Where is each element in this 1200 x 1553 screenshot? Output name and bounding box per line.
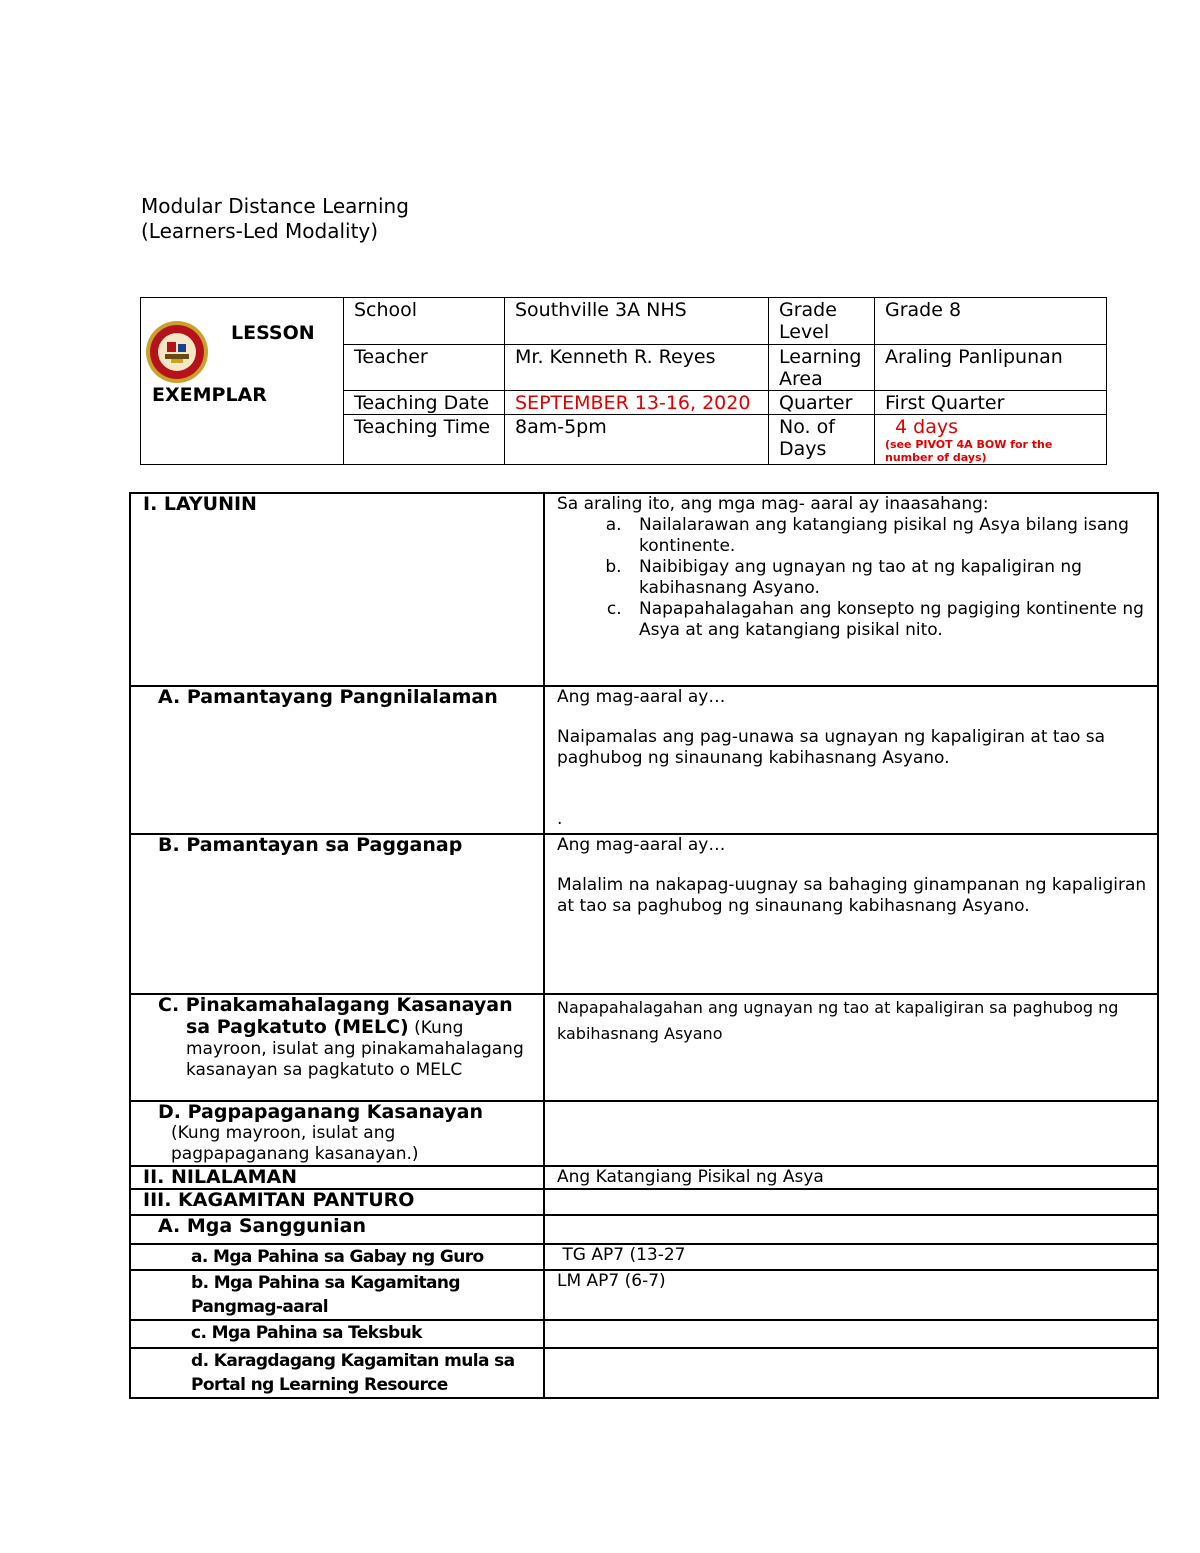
- nilalaman-heading: II. NILALAMAN: [143, 1166, 298, 1188]
- pagganap-content-cell: [544, 834, 1158, 994]
- ref-value-cell: [544, 1320, 1158, 1348]
- table-row: [130, 1270, 1158, 1320]
- pagganap-lead: Ang mag-aaral ay…: [557, 835, 726, 855]
- days-value: 4 days: [895, 416, 958, 438]
- table-row: [130, 1101, 1158, 1166]
- pagpapaganang-note: (Kung mayroon, isulat ang pagpapaganang kasanayan.): [171, 1123, 419, 1164]
- days-cell: [875, 415, 1107, 465]
- school-value: Southville 3A NHS: [505, 298, 769, 345]
- table-row: [130, 834, 1158, 994]
- pamantayang-content-cell: [544, 686, 1158, 834]
- ref-value: LM AP7 (6-7): [557, 1271, 666, 1291]
- list-item: c. Napapahalagahan ang konsepto ng pagiging kontinente ng Asya at ang katangiang pisikal nito.: [627, 599, 1147, 641]
- ref-value-cell: [544, 1244, 1158, 1270]
- area-value: Araling Panlipunan: [875, 345, 1107, 391]
- kagamitan-heading-cell: [130, 1189, 544, 1215]
- ref-label: c. Mga Pahina sa Teksbuk: [191, 1323, 422, 1343]
- melc-note: (Kung mayroon, isulat ang pinakamahalagang kasanayan sa pagkatuto o MELC: [186, 1018, 524, 1080]
- pamantayang-lead: Ang mag-aaral ay…: [557, 687, 726, 707]
- exemplar-label: EXEMPLAR: [152, 384, 267, 406]
- ref-label-cell: [130, 1244, 544, 1270]
- pamantayang-dot: .: [557, 809, 563, 829]
- quarter-label: Quarter: [769, 391, 875, 415]
- quarter-value: First Quarter: [875, 391, 1107, 415]
- table-row: [130, 1244, 1158, 1270]
- sanggunian-content-cell: [544, 1215, 1158, 1244]
- pagganap-text: Malalim na nakapag-uugnay sa bahaging ginampanan ng kapaligiran at tao sa paghubog ng sinaunang kabihasnang Asyano.: [557, 875, 1147, 916]
- layunin-content-cell: [544, 493, 1158, 686]
- melc-text: Napapahalagahan ang ugnayan ng tao at kapaligiran sa paghubog ng kabihasnang Asyano: [557, 998, 1119, 1043]
- pagpapaganang-content-cell: [544, 1101, 1158, 1166]
- nilalaman-text: Ang Katangiang Pisikal ng Asya: [557, 1167, 824, 1187]
- pamantayang-heading: A. Pamantayang Pangnilalaman: [158, 686, 498, 708]
- layunin-heading-cell: [130, 493, 544, 686]
- days-label: No. of Days: [769, 415, 875, 465]
- school-label: School: [344, 298, 505, 345]
- objectives-list: [557, 515, 1147, 641]
- melc-heading-cell: [130, 994, 544, 1101]
- pamantayang-heading-cell: [130, 686, 544, 834]
- table-row: [130, 493, 1158, 686]
- table-row: [130, 994, 1158, 1101]
- title-line-2: (Learners-Led Modality): [141, 219, 379, 243]
- pagpapaganang-heading-cell: [130, 1101, 544, 1166]
- school-seal-icon: [145, 320, 209, 384]
- sanggunian-heading-cell: [130, 1215, 544, 1244]
- title-line-1: Modular Distance Learning: [141, 194, 409, 218]
- time-label: Teaching Time: [344, 415, 505, 465]
- table-row: [130, 1166, 1158, 1189]
- kagamitan-heading: III. KAGAMITAN PANTURO: [143, 1189, 415, 1211]
- pagganap-heading: B. Pamantayan sa Pagganap: [158, 834, 463, 856]
- date-label: Teaching Date: [344, 391, 505, 415]
- list-item: a. Nailalarawan ang katangiang pisikal ng Asya bilang isang kontinente.: [627, 515, 1147, 557]
- ref-label-cell: [130, 1320, 544, 1348]
- table-row: [130, 1215, 1158, 1244]
- time-value: 8am-5pm: [505, 415, 769, 465]
- document-title: [141, 194, 409, 244]
- grade-value: Grade 8: [875, 298, 1107, 345]
- ref-value-cell: [544, 1348, 1158, 1398]
- layunin-intro: Sa araling ito, ang mga mag- aaral ay inaasahang:: [557, 494, 989, 514]
- header-table: [140, 297, 1107, 465]
- date-value: SEPTEMBER 13-16, 2020: [505, 391, 769, 415]
- days-note: (see PIVOT 4A BOW for the number of days): [885, 438, 1053, 464]
- ref-label: d. Karagdagang Kagamitan mula sa Portal ng Learning Resource: [191, 1351, 515, 1395]
- ref-label: b. Mga Pahina sa Kagamitang Pangmag-aaral: [191, 1273, 460, 1317]
- pagganap-heading-cell: [130, 834, 544, 994]
- table-row: [130, 1348, 1158, 1398]
- ref-label-cell: [130, 1270, 544, 1320]
- layunin-heading: I. LAYUNIN: [143, 493, 257, 515]
- list-item: b. Naibibigay ang ugnayan ng tao at ng kapaligiran ng kabihasnang Asyano.: [627, 557, 1147, 599]
- nilalaman-heading-cell: [130, 1166, 544, 1189]
- table-row: [130, 1189, 1158, 1215]
- lesson-label: LESSON: [231, 322, 315, 344]
- ref-label: a. Mga Pahina sa Gabay ng Guro: [191, 1247, 484, 1267]
- kagamitan-content-cell: [544, 1189, 1158, 1215]
- ref-value-cell: [544, 1270, 1158, 1320]
- table-row: [130, 686, 1158, 834]
- ref-value: TG AP7 (13-27: [557, 1245, 686, 1265]
- melc-content-cell: [544, 994, 1158, 1101]
- sanggunian-heading: A. Mga Sanggunian: [158, 1215, 366, 1237]
- pamantayang-text: Naipamalas ang pag-unawa sa ugnayan ng kapaligiran at tao sa paghubog ng sinaunang kabihasnang Asyano.: [557, 727, 1106, 768]
- nilalaman-content-cell: [544, 1166, 1158, 1189]
- table-row: [130, 1320, 1158, 1348]
- lesson-plan-table: [129, 492, 1159, 1399]
- melc-heading: C. Pinakamahalagang Kasanayan sa Pagkatuto (MELC): [158, 994, 513, 1038]
- ref-label-cell: [130, 1348, 544, 1398]
- teacher-value: Mr. Kenneth R. Reyes: [505, 345, 769, 391]
- grade-label: Grade Level: [769, 298, 875, 345]
- teacher-label: Teacher: [344, 345, 505, 391]
- lesson-exemplar-cell: [141, 298, 344, 465]
- pagpapaganang-heading: D. Pagpapaganang Kasanayan: [158, 1101, 483, 1123]
- area-label: Learning Area: [769, 345, 875, 391]
